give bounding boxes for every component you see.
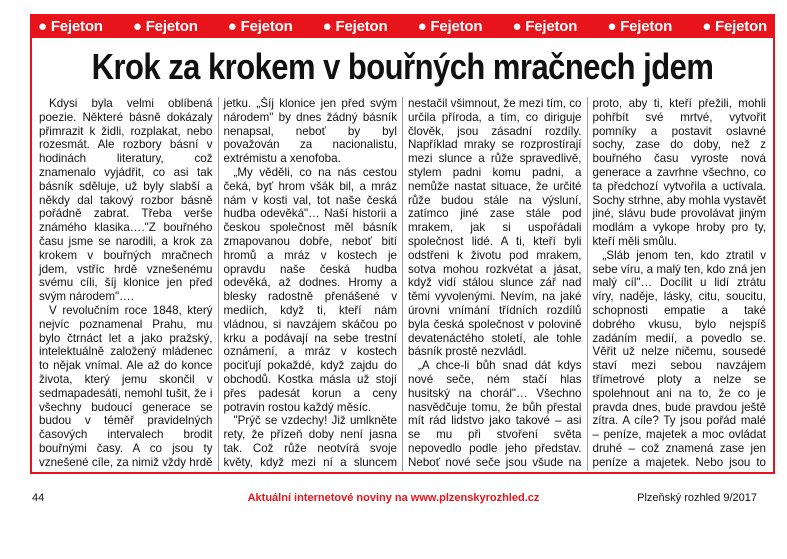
article-body — [34, 97, 771, 471]
article-column-3 — [402, 97, 587, 471]
paragraph: proto, aby ti, kteří přežili, mohli pohřbít své mrtvé, vytvořit pomníky a postavit oslavné sochy, zase do doby, než z bouřného času vyroste nová generace a zavrhne všechno, co ta předchozí vytvořila a uctívala. Sochy strhne, aby mohla vystavět jiné, slávu bude provolávat jiným modlám a vykope hroby pro ty, kteří měli smůlu. — [592, 97, 766, 248]
paragraph: V revolučním roce 1848, který nejvíc poznamenal Prahu, mu bylo čtrnáct let a jako pražský, intelektuálně založený mládenec to nějak vnímal. Ale až do konce života, který jemu skončil v sedmapadesáti, nemohl tušit, že i všechny budoucí generace se budou v téměř pravidelných časových intervalech brodit bouřnými časy. A co jsou ty vznešené cíle, za nimiž vždy hrdě — [39, 303, 213, 469]
page-number: 44 — [32, 492, 45, 504]
banner-label: ● Fejeton — [702, 17, 767, 35]
banner-label: ● Fejeton — [322, 17, 388, 35]
paragraph: nestačil všimnout, že mezi tím, co určila příroda, a tím, co diriguje člověk, jsou zásadní rozdíly. Například mraky se rozprostírají mezi slunce a růže spravedlivě, stylem padni komu padni, a nemůže nastat situace, že určité růže budou stále na výsluní, zatímco jiné zase stále pod mrakem, jak si uspořádali společnost lidé. A ti, kteří byli odstřeni k životu pod mrakem, sotva mohou rozkvétat a jásat, když vidí stálou slunce zář nad těmi vyvolenými. Nevím, na jaké úrovni vnímání třídních rozdílů byla česká společnost v polovině devatenáctého století, ale tohle básník prostě nezvládl. — [408, 97, 582, 359]
banner-label: ● Fejeton — [227, 17, 293, 35]
website-link[interactable]: Aktuální internetové noviny na www.plzenskyrozhled.cz — [247, 492, 540, 504]
paragraph: „A chce-li bůh snad dát kdys nové seče, ném stačí hlas husitský na chorál"… Všechno nasvědčuje tomu, že bůh přestal mít rád lidstvo jako takové – asi se mu při stvoření světa nepovedlo podle jeho představ. Neboť nové seče jsou všude na — [408, 359, 582, 469]
paragraph: „Sláb jenom ten, kdo ztratil v sebe víru, a malý ten, kdo zná jen malý cíl"… Docílit u lidí ztrátu víry, naděje, lásky, citu, soucitu, schopnosti empatie a také dobrého vkusu, bylo nejspíš zadáním medií, a povedlo se. Věřit už nelze ničemu, sousedé staví mezi sebou navzájem třímetrové ploty a nelze se spolehnout ani na to, že co je pravda dnes, bude pravdou ještě zítra. A cíle? Ty jsou pořád malé – peníze, majetek a moc ovládat druhé – což znamená zase jen peníze a majetek. Nebo jsou to — [592, 248, 766, 469]
banner-label: ● Fejeton — [607, 17, 673, 35]
paragraph: Kdysi byla velmi oblíbená poezie. Některé básně dokázaly přimrazit k židli, rozplakat, nebo rozesmát. Ale rozbory básní v hodinách literatury, což znamenalo vyjádřit, co asi tak básník sděluje, už byly slabší a někdy dal takový rozbor básně pořádně zabrat. Třeba verše známého klasika…."Z bouřného času jsme se narodili, a krok za krokem v bouřných mračnech jdem, vstříc hrdě vznešenému svému cíli, šíj klonice jen před svým národem"…. — [39, 97, 213, 304]
banner-label: ● Fejeton — [417, 17, 483, 35]
banner-label: ● Fejeton — [512, 17, 578, 35]
issue-label: Plzeňský rozhled 9/2017 — [637, 492, 757, 504]
banner-label: ● Fejeton — [132, 17, 198, 35]
paragraph: "Prýč se vzdechy! Již umlkněte rety, že přízeň doby není jasna tak. Což růže neotvírá svoje květy, když mezi ní a sluncem — [223, 414, 397, 469]
section-banner — [30, 14, 775, 38]
article-column-1 — [34, 97, 218, 471]
paragraph: jetku. „Šíj klonice jen před svým národem" by dnes žádný básník nenapsal, neboť by byl považován za nacionalistu, extrémistu a xenofoba. — [223, 97, 397, 166]
article-headline: Krok za krokem v bouřných mračnech jdem — [91, 46, 714, 87]
page-footer — [0, 492, 787, 508]
banner-label: ● Fejeton — [38, 17, 103, 35]
article-column-4 — [587, 97, 772, 471]
article-column-2 — [218, 97, 403, 471]
paragraph: „My věděli, co na nás cestou čeká, byť hrom všák bil, a mráz nám v kosti val, tot naše česká hudba odevěká"… Naší historii a českou společnost měl básník zmapovanou dobře, neboť bití hromů a mráz v kostech je opravdu naše česká hudba odevěká, až dodnes. Hromy a blesky radostně přenášené v mediích, když ti, kteří nám vládnou, si navzájem skáčou po krku a podávají na sebe trestní oznámení, a mráz v kostech pociťují pokaždé, když zajdu do obchodů. Kostka másla už stojí přes padesát korun a ceny potravin rostou každý měsíc. — [223, 165, 397, 414]
